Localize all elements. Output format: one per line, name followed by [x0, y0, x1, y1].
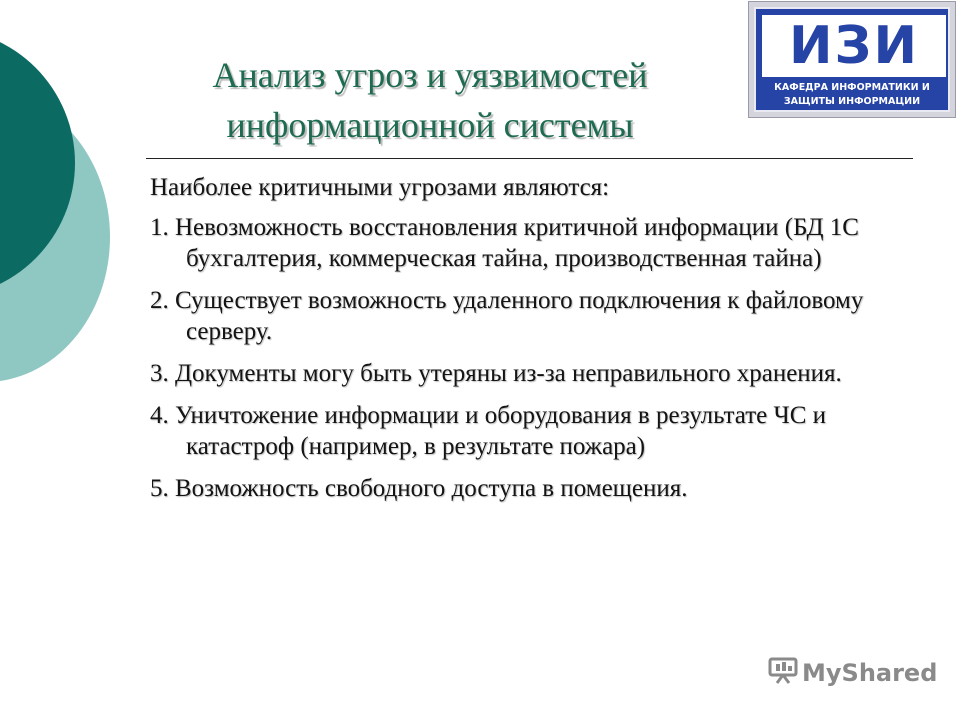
threat-item-3: 3. Документы могу быть утеряны из-за неправильного хранения. [150, 360, 842, 387]
logo-caption [760, 81, 944, 109]
slide-body [150, 172, 920, 515]
title-line-1: Анализ угроз и уязвимостей [212, 55, 648, 95]
logo-caption-line2: ЗАЩИТЫ ИНФОРМАЦИИ [783, 96, 921, 107]
threat-item-2: 2. Существует возможность удаленного подключения к файловому серверу. [150, 287, 864, 345]
intro-text: Наиболее критичными угрозами являются: [150, 174, 610, 201]
myshared-watermark [768, 656, 937, 690]
logo-panel [754, 7, 950, 112]
title-divider [146, 158, 913, 159]
presentation-icon [768, 656, 798, 690]
slide-title [140, 50, 720, 150]
title-line-2: информационной системы [226, 105, 634, 145]
logo-caption-line1: КАФЕДРА ИНФОРМАТИКИ И [774, 82, 930, 93]
threat-item-1: 1. Невозможность восстановления критичной информации (БД 1С бухгалтерия, коммерческая тайна, производственная тайна) [150, 214, 859, 272]
threat-item-4: 4. Уничтожение информации и оборудования в результате ЧС и катастроф (например, в результате пожара) [150, 402, 827, 460]
logo-mark: ИЗИ [762, 15, 946, 77]
department-logo [748, 1, 956, 118]
watermark-text: MyShared [802, 659, 938, 687]
threat-item-5: 5. Возможность свободного доступа в помещения. [150, 475, 688, 502]
